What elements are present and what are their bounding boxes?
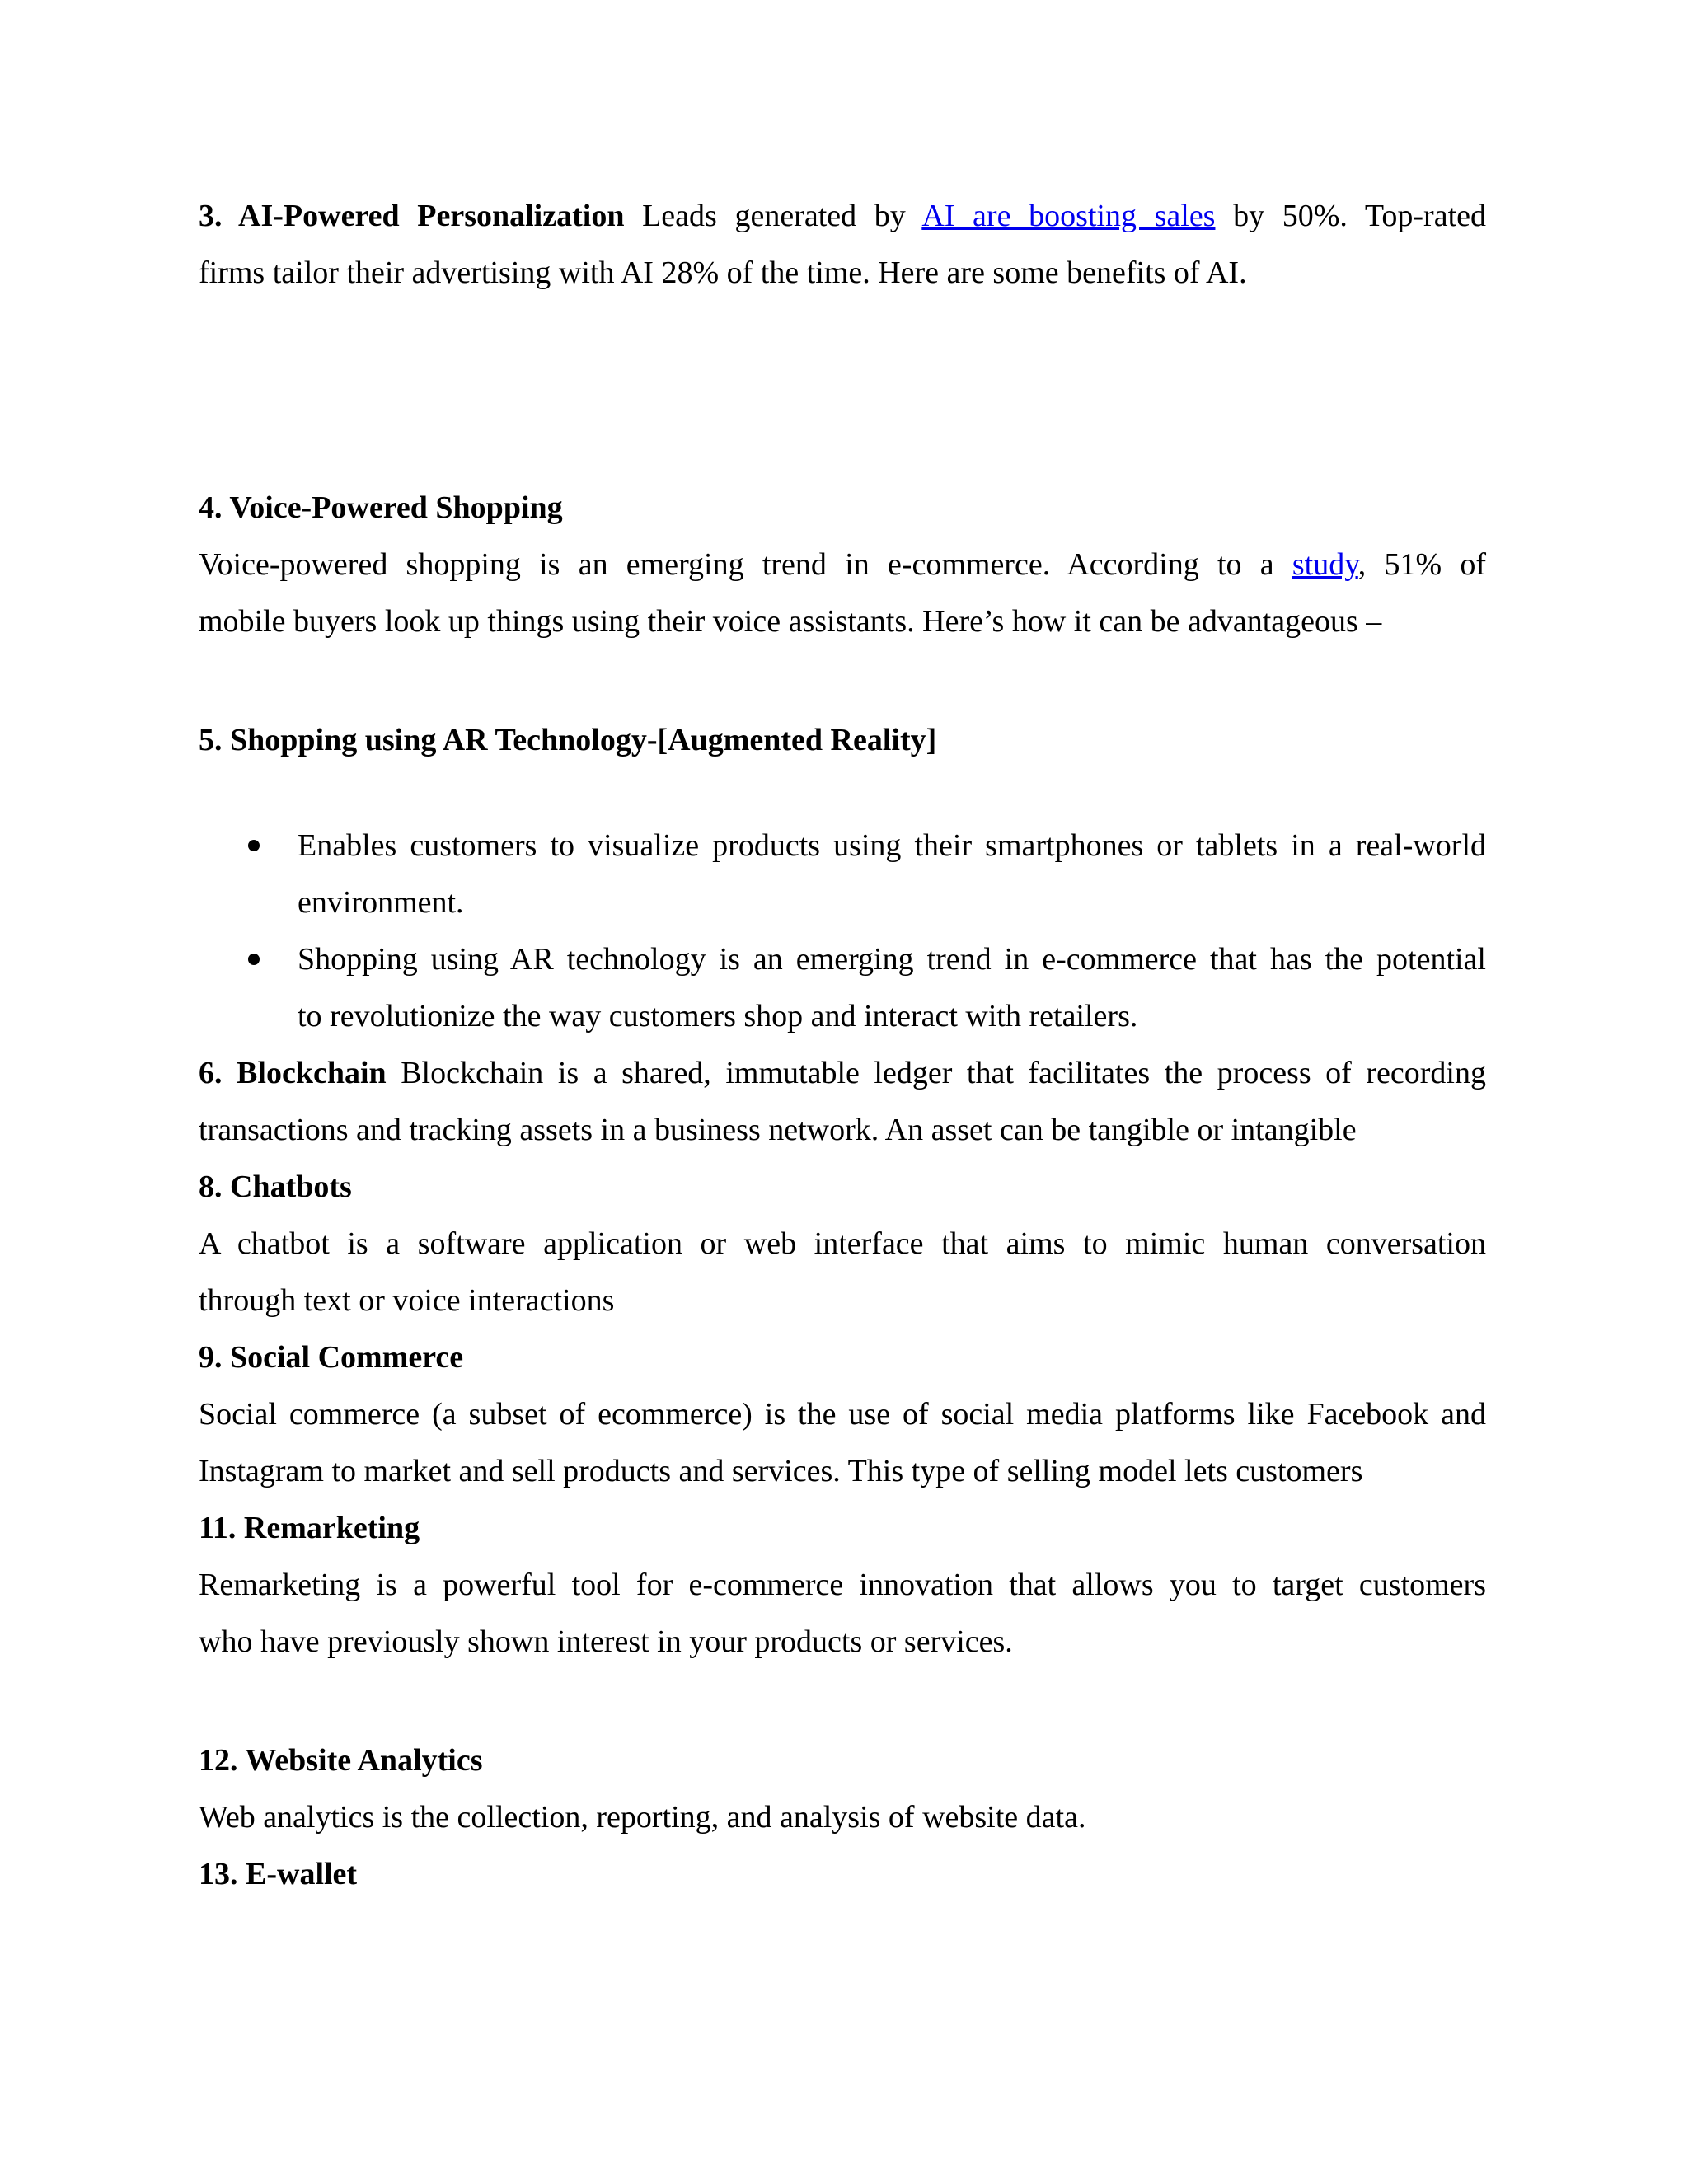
section-4-heading [199, 488, 563, 527]
section-12-heading-text: 12. Website Analytics [199, 1743, 483, 1778]
section-4-line-2: mobile buyers look up things using their voice assistants. Here’s how it can be advantageous – [199, 604, 1382, 639]
bullet-2-line-2: to revolutionize the way customers shop and interact with retailers. [298, 999, 1138, 1033]
section-3-text-after-link: by 50%. Top-rated [1215, 199, 1486, 233]
section-4-text-before-link: Voice-powered shopping is an emerging trend in e-commerce. According to a [199, 547, 1292, 582]
section-6-line-1 [199, 1053, 1486, 1093]
section-4-text-after-link: , 51% of [1357, 547, 1487, 582]
section-6-line-2: transactions and tracking assets in a business network. An asset can be tangible or intangible [199, 1113, 1357, 1147]
section-9-heading [199, 1338, 463, 1377]
section-12-heading [199, 1741, 483, 1780]
section-11-line-1: Remarketing is a powerful tool for e-commerce innovation that allows you to target customers [199, 1568, 1486, 1602]
bullet-1-line-1: Enables customers to visualize products using their smartphones or tablets in a real-world [298, 828, 1486, 863]
section-3-line-2: firms tailor their advertising with AI 28% of the time. Here are some benefits of AI. [199, 255, 1247, 290]
study-link[interactable]: study [1292, 547, 1358, 582]
section-13-heading [199, 1854, 357, 1894]
section-8-heading [199, 1167, 352, 1207]
section-11-line-2: who have previously shown interest in your products or services. [199, 1624, 1013, 1659]
section-3-text-before-link: Leads generated by [624, 199, 922, 233]
ai-boosting-sales-link[interactable]: AI are boosting sales [921, 199, 1216, 233]
section-4-line-1 [199, 545, 1486, 584]
section-9-line-1: Social commerce (a subset of ecommerce) is the use of social media platforms like Facebook and [199, 1397, 1486, 1432]
section-5-heading [199, 720, 936, 760]
section-3-line-1 [199, 196, 1486, 236]
section-4-heading-text: 4. Voice-Powered Shopping [199, 490, 563, 525]
section-11-heading-text: 11. Remarketing [199, 1511, 420, 1545]
section-3-heading: 3. AI-Powered Personalization [199, 199, 625, 233]
bullet-dot-icon [248, 840, 260, 851]
section-9-line-2: Instagram to market and sell products and services. This type of selling model lets customers [199, 1454, 1363, 1488]
section-8-line-2: through text or voice interactions [199, 1283, 615, 1318]
section-11-heading [199, 1508, 420, 1548]
section-12-line-1: Web analytics is the collection, reporting, and analysis of website data. [199, 1800, 1086, 1835]
bullet-2-line-1: Shopping using AR technology is an emerging trend in e-commerce that has the potential [298, 942, 1486, 977]
section-6-text: Blockchain is a shared, immutable ledger that facilitates the process of recording [386, 1056, 1486, 1090]
section-6-heading: 6. Blockchain [199, 1056, 387, 1090]
bullet-1-line-2: environment. [298, 885, 464, 920]
section-8-line-1: A chatbot is a software application or web interface that aims to mimic human conversation [199, 1226, 1486, 1261]
section-8-heading-text: 8. Chatbots [199, 1169, 352, 1204]
section-9-heading-text: 9. Social Commerce [199, 1340, 464, 1375]
section-5-heading-text: 5. Shopping using AR Technology-[Augmented Reality] [199, 723, 937, 757]
section-13-heading-text: 13. E-wallet [199, 1857, 358, 1891]
bullet-dot-icon [248, 954, 260, 965]
